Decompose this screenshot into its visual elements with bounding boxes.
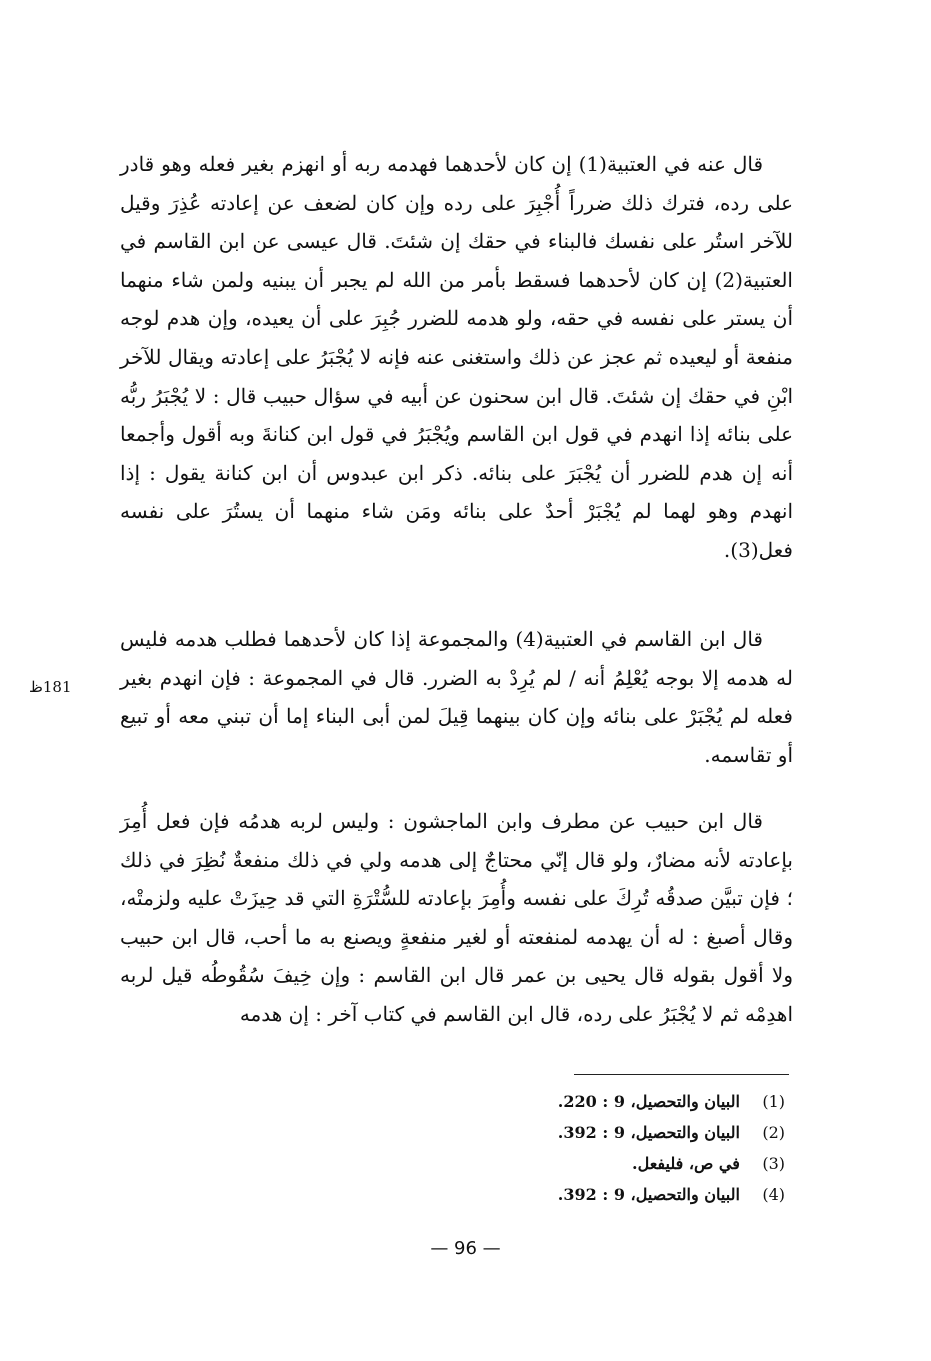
- paragraph-text: قال ابن حبيب عن مطرف وابن الماجشون : وليس لربه هدمُه فإن فعل أُمِرَ بإعادته لأنه مضارٌ، ولو قال إنّي محتاجٌ إلى هدمه ولي في ذلك منفعةٌ نُظِرَ في ذلك ؛ فإن تبيَّن صدقُه تُرِكَ على نفسه وأُمِرَ بإعادته للسُّتْرَةِ التي قد حِيزَتْ عليه ولزمتْه، وقال أصبغ : له أن يهدمه لمنفعته أو لغير منفعةٍ ويصنع به ما أحب، قال ابن حبيب ولا أقول بقوله قال يحيى بن عمر قال ابن القاسم : وإن خِيفَ سُقُوطُه قيل لربه اهدِمْه ثم لا يُجْبَرُ على رده، قال ابن القاسم في كتاب آخر : إن هدمه: [120, 809, 793, 1026]
- paragraph-text: قال عنه في العتبية(1) إن كان لأحدهما فهدمه ربه أو انهزم بغير فعله وهو قادر على رده، فترك ذلك ضرراً أُجْبِرَ على رده وإن كان لضعف عن إعادته عُذِرَ وقيل للآخر استُر على نفسك فالبناء في حقك إن شئتَ. قال عيسى عن ابن القاسم في العتبية(2) إن كان لأحدهما فسقط بأمر من الله لم يجبر أن يبنيه ولمن شاء منهما أن يستر على نفسه في حقه، ولو هدمه للضرر جُبِرَ على أن يعيده، وإن هدم لوجه منفعة أو ليعيده ثم عجز عن ذلك واستغنى عنه فإنه لا يُجْبَرُ على إعادته ويقال للآخر ابْنِ في حقك إن شئتَ. قال ابن سحنون عن أبيه في سؤال حبيب قال : لا يُجْبَرُ ربُّه على بنائه إذا انهدم في قول ابن القاسم ويُجْبَرُ في قول ابن كنانةَ وبه أقول وأجمعا أنه إن هدم للضرر أن يُجْبَرَ على بنائه. ذكر ابن عبدوس أن ابن كنانة يقول : إذا انهدم وهو لهما لم يُجْبَرْ أحدٌ على بنائه ومَن شاء منهما أن يستُرَ على نفسه فعل(3).: [120, 152, 793, 562]
- folio-margin-note: 181ظ: [29, 678, 72, 696]
- page-number: — 96 —: [430, 1238, 501, 1259]
- footnote-item: [480, 1179, 785, 1210]
- footnote-number: (1): [762, 1092, 785, 1111]
- footnote-item: [480, 1086, 785, 1117]
- body-paragraph-1: [120, 145, 793, 570]
- footnote-item: [480, 1117, 785, 1148]
- footnote-separator: [574, 1074, 789, 1075]
- footnotes: [480, 1086, 785, 1210]
- footnote-number: (3): [762, 1154, 785, 1173]
- footnote-item: [480, 1148, 785, 1179]
- body-paragraph-2: [120, 620, 793, 774]
- body-paragraph-3: [120, 802, 793, 1034]
- paragraph-text: قال ابن القاسم في العتبية(4) والمجموعة إذا كان لأحدهما فطلب هدمه فليس له هدمه إلا بوجه يُعْلِمُ أنه / لم يُرِدْ به الضرر. قال في المجموعة : فإن انهدم بغير فعله لم يُجْبَرْ على بنائه وإن كان بينهما قِيلَ لمن أبى البناء إما أن تبني معه أو تبيع أو تقاسمه.: [120, 627, 793, 767]
- footnote-number: (2): [762, 1123, 785, 1142]
- footnote-text: البيان والتحصيل، 9 : 392.: [557, 1123, 740, 1142]
- footnote-text: البيان والتحصيل، 9 : 220.: [557, 1092, 740, 1111]
- footnote-text: في ص، فليفعل.: [632, 1154, 740, 1173]
- footnote-number: (4): [762, 1185, 785, 1204]
- footnote-text: البيان والتحصيل، 9 : 392.: [557, 1185, 740, 1204]
